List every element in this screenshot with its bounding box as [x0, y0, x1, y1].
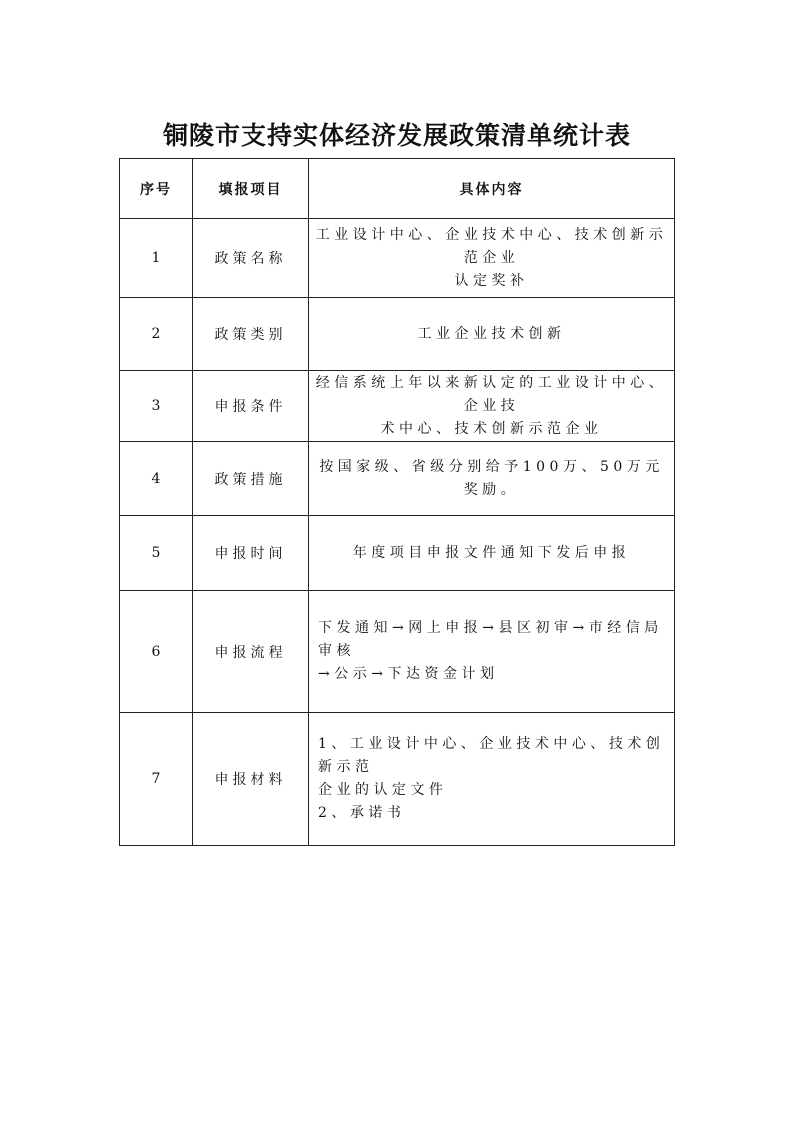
row-item: 申报时间 [193, 516, 309, 591]
row-item: 申报条件 [193, 371, 309, 442]
table-row [120, 219, 675, 298]
row-number: 5 [120, 516, 193, 591]
header-content: 具体内容 [309, 159, 675, 219]
row-item: 政策名称 [193, 219, 309, 298]
row-content [309, 371, 675, 442]
content-line: 2、承诺书 [318, 805, 406, 821]
table-row [120, 516, 675, 591]
content-line: 年度项目申报文件通知下发后申报 [352, 544, 631, 561]
table-row [120, 713, 675, 846]
table-row [120, 591, 675, 713]
row-number: 6 [120, 591, 193, 713]
document-title: 铜陵市支持实体经济发展政策清单统计表 [162, 121, 631, 150]
content-line: 工业企业技术创新 [417, 325, 566, 342]
row-number: 1 [120, 219, 193, 298]
table-row [120, 371, 675, 442]
row-content [309, 442, 675, 516]
row-item: 政策措施 [193, 442, 309, 516]
content-line: 企业的认定文件 [318, 782, 448, 798]
row-content [309, 516, 675, 591]
content-line: 经信系统上年以来新认定的工业设计中心、企业技 [315, 374, 668, 414]
content-line: 术中心、技术创新示范企业 [380, 420, 603, 437]
row-number: 2 [120, 298, 193, 371]
content-line: 下发通知→网上申报→县区初审→市经信局审核 [318, 620, 663, 659]
row-content [309, 591, 675, 713]
content-line: 1、工业设计中心、企业技术中心、技术创新示范 [318, 736, 665, 775]
row-content [309, 298, 675, 371]
content-line: 按国家级、省级分别给予100万、50万元奖励。 [319, 458, 664, 498]
row-number: 7 [120, 713, 193, 846]
row-number: 4 [120, 442, 193, 516]
row-content [309, 713, 675, 846]
row-item: 申报流程 [193, 591, 309, 713]
row-content [309, 219, 675, 298]
header-item: 填报项目 [193, 159, 309, 219]
table-row [120, 298, 675, 371]
table-header-row [120, 159, 675, 219]
content-line: →公示→下达资金计划 [318, 666, 499, 682]
content-line: 工业设计中心、企业技术中心、技术创新示范企业 [315, 226, 668, 266]
header-no: 序号 [120, 159, 193, 219]
row-item: 政策类别 [193, 298, 309, 371]
policy-table [119, 158, 675, 846]
row-item: 申报材料 [193, 713, 309, 846]
table-row [120, 442, 675, 516]
content-line: 认定奖补 [454, 272, 529, 289]
row-number: 3 [120, 371, 193, 442]
